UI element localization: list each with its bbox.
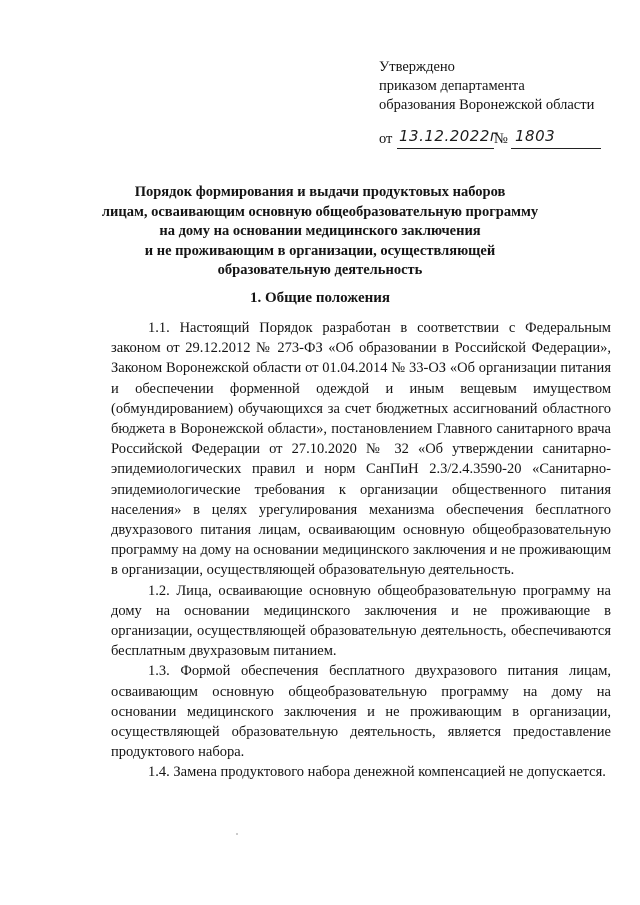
title-line-2: лицам, осваивающим основную общеобразовательную программу <box>101 203 539 220</box>
title-line-4: и не проживающим в организации, осуществляющей <box>144 242 496 259</box>
title-line-3: на дому на основании медицинского заключения <box>159 223 481 239</box>
title-line-1: Порядок формирования и выдачи продуктовых наборов <box>134 184 506 200</box>
number-label: № <box>494 131 508 147</box>
section-body <box>111 318 611 783</box>
handwritten-date: 13.12.2022г <box>399 127 499 145</box>
approval-department-line: образования Воронежской области <box>379 97 595 113</box>
title-line-5: образовательную деятельность <box>217 262 423 278</box>
paragraph-1-3: 1.3. Формой обеспечения бесплатного двухразового питания лицам, осваивающим основную общеобразовательную программу на дому на основании медицинского заключения и не проживающим в организации, осуществляющей образовательную деятельность, является предоставление продуктового набора. <box>111 663 611 761</box>
number-underline <box>511 148 601 149</box>
handwritten-number: 1803 <box>515 127 556 145</box>
order-date-number-line <box>379 127 619 153</box>
paragraph-1-4: 1.4. Замена продуктового набора денежной компенсацией не допускается. <box>148 764 606 781</box>
paragraph-1-1: 1.1. Настоящий Порядок разработан в соответствии с Федеральным законом от 29.12.2012 № 273-ФЗ «Об образовании в Российской Федерации», Законом Воронежской области от 01.04.2014 № 33-ОЗ «Об организации питания и обеспечении форменной одеждой и иным вещевым имуществом (обмундированием) обучающихся за счет бюджетных ассигнований областного бюджета в Воронежской области», постановлением Главного санитарного врача Российской Федерации от 27.10.2020 № 32 «Об утверждении санитарно-эпидемиологических правил и норм СанПиН 2.3/2.4.3590-20 «Санитарно-эпидемиологические требования к организации общественного питания населения» в целях урегулирования механизма обеспечения бесплатного двухразового питания лицам, осваивающим основную общеобразовательную программу на дому на основании медицинского заключения и не проживающим в организации, осуществляющей образовательную деятельность. <box>111 320 611 579</box>
section-heading: 1. Общие положения <box>249 290 391 306</box>
scan-speck <box>236 833 238 835</box>
from-label: от <box>379 131 393 147</box>
document-title <box>100 183 540 281</box>
approval-heading: Утверждено <box>379 59 455 75</box>
approval-order-line: приказом департамента <box>379 78 525 94</box>
date-underline <box>397 148 494 149</box>
approval-block <box>379 58 629 115</box>
paragraph-1-2: 1.2. Лица, осваивающие основную общеобразовательную программу на дому на основании медицинского заключения и не проживающие в организации, осуществляющей образовательную деятельность, обеспечиваются бесплатным двухразовым питанием. <box>111 582 611 660</box>
